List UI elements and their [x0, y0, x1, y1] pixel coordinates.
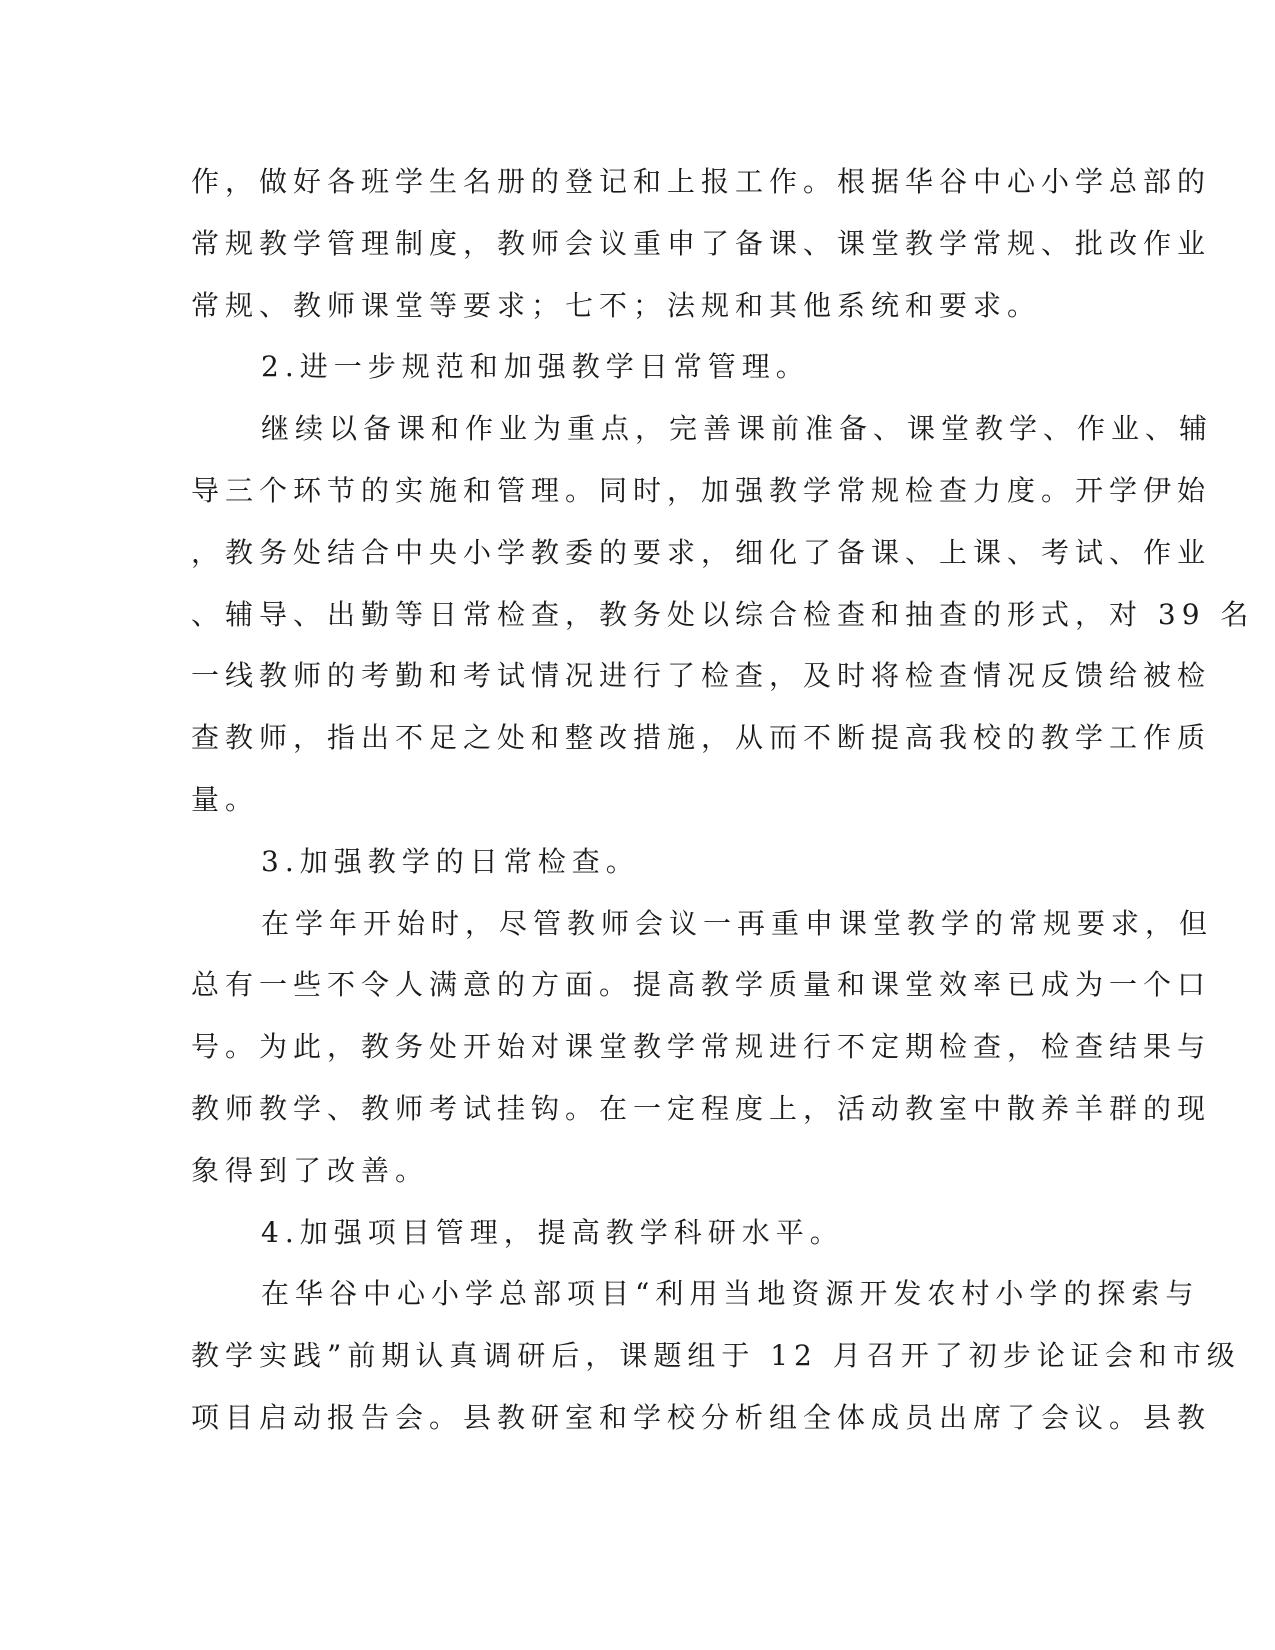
text-line: 教师教学、教师考试挂钩。在一定程度上，活动教室中散养羊群的现 — [191, 1091, 1212, 1125]
text-line: 象得到了改善。 — [191, 1153, 430, 1187]
section-heading: 4.加强项目管理，提高教学科研水平。 — [261, 1215, 844, 1249]
text-line: 常规教学管理制度，教师会议重申了备课、课堂教学常规、批改作业 — [191, 226, 1212, 260]
document-body — [191, 163, 1255, 1461]
section-heading: 3.加强教学的日常检查。 — [261, 844, 640, 878]
text-line: 量。 — [191, 782, 260, 816]
text-line: 号。为此，教务处开始对课堂教学常规进行不定期检查，检查结果与 — [191, 1030, 1212, 1064]
text-line: 总有一些不令人满意的方面。提高教学质量和课堂效率已成为一个口 — [191, 968, 1212, 1002]
section-heading: 2.进一步规范和加强教学日常管理。 — [261, 350, 810, 384]
text-line: 导三个环节的实施和管理。同时，加强教学常规检查力度。开学伊始 — [191, 473, 1212, 507]
text-line: 作，做好各班学生名册的登记和上报工作。根据华谷中心小学总部的 — [191, 165, 1212, 198]
text-line: 、辅导、出勤等日常检查，教务处以综合检查和抽查的形式，对 39 名 — [191, 597, 1255, 631]
paragraph-first-line: 在华谷中心小学总部项目“利用当地资源开发农村小学的探索与 — [261, 1277, 1200, 1311]
paragraph-first-line: 在学年开始时，尽管教师会议一再重申课堂教学的常规要求，但 — [261, 906, 1214, 940]
text-line: 项目启动报告会。县教研室和学校分析组全体成员出席了会议。县教 — [191, 1400, 1212, 1434]
text-line: 查教师，指出不足之处和整改措施，从而不断提高我校的教学工作质 — [191, 721, 1212, 755]
text-line: 一线教师的考勤和考试情况进行了检查，及时将检查情况反馈给被检 — [191, 659, 1212, 693]
paragraph-first-line: 继续以备课和作业为重点，完善课前准备、课堂教学、作业、辅 — [261, 412, 1214, 446]
text-line: 教学实践”前期认真调研后，课题组于 12 月召开了初步论证会和市级 — [191, 1339, 1241, 1373]
text-line: ，教务处结合中央小学教委的要求，细化了备课、上课、考试、作业 — [191, 535, 1212, 569]
text-line: 常规、教师课堂等要求；七不；法规和其他系统和要求。 — [191, 288, 1042, 322]
